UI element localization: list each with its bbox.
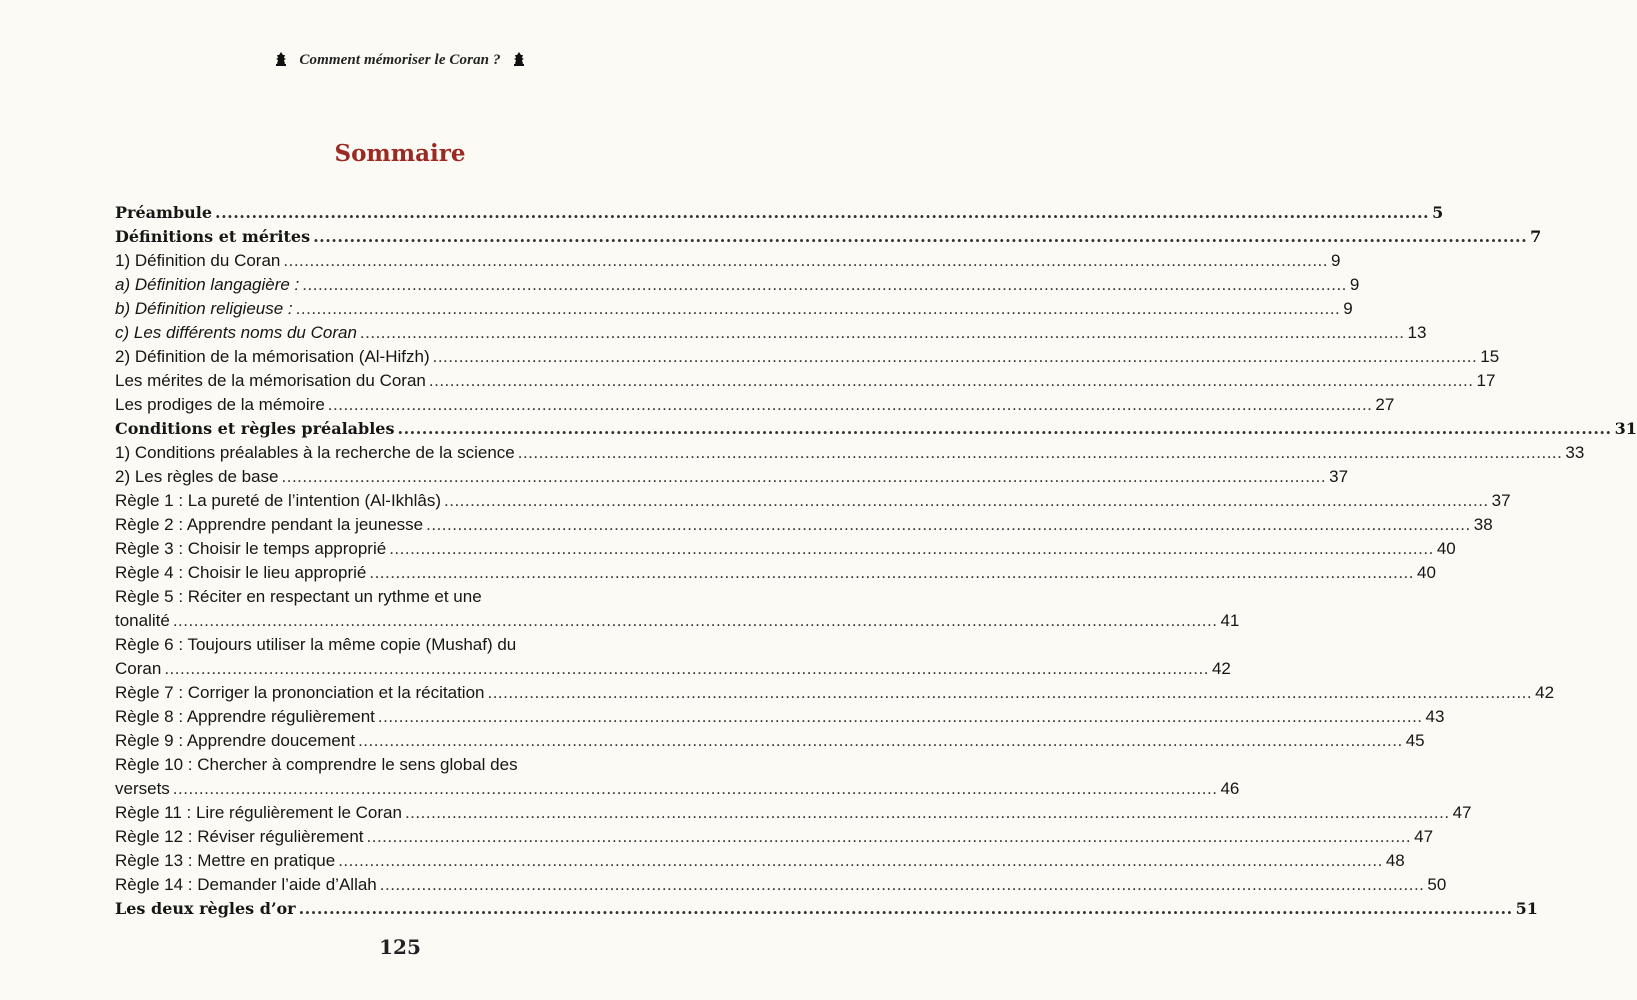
toc-entry <box>115 369 1496 393</box>
toc-entry <box>115 849 1405 873</box>
toc-entry-label: Règle 13 : Mettre en pratique <box>115 851 336 870</box>
dot-leader: ........................................................................................................................................................................................................ <box>172 779 1218 798</box>
toc-entry-label: Les deux règles d’or <box>115 899 296 918</box>
toc-entry-label: Règle 7 : Corriger la prononciation et la récitation <box>115 683 485 702</box>
dot-leader: ........................................................................................................................................................................................................ <box>389 539 1434 558</box>
toc-entry <box>115 393 1395 417</box>
toc-entry-label: Les prodiges de la mémoire <box>115 395 325 414</box>
toc-entry-label: Règle 8 : Apprendre régulièrement <box>115 707 375 726</box>
toc-entry <box>115 729 1425 753</box>
dot-leader: ........................................................................................................................................................................................................ <box>366 827 1412 846</box>
toc-entry-label: Règle 1 : La pureté de l’intention (Al-Ikhlâs) <box>115 491 442 510</box>
dot-leader: ........................................................................................................................................................................................................ <box>164 659 1209 678</box>
dot-leader: ........................................................................................................................................................................................................ <box>338 851 1383 870</box>
toc-page-number: 9 <box>1349 275 1360 294</box>
dot-leader: ........................................................................................................................................................................................................ <box>379 875 1425 894</box>
ornament-icon <box>275 52 287 71</box>
toc-entry <box>115 201 1444 225</box>
toc-entry <box>115 585 1240 633</box>
dot-leader: ........................................................................................................................................................................................................ <box>426 515 1471 534</box>
dot-leader: ........................................................................................................................................................................................................ <box>359 323 1405 342</box>
toc-entry <box>115 681 1555 705</box>
toc-page-number: 15 <box>1480 347 1500 366</box>
toc-entry-label: a) Définition langagière : <box>115 275 300 294</box>
toc-entry-label: Règle 12 : Réviser régulièrement <box>115 827 364 846</box>
dot-leader: ........................................................................................................................................................................................................ <box>428 371 1474 390</box>
toc-entry-label-continued: versets <box>115 779 170 798</box>
dot-leader: ........................................................................................................................................................................................................ <box>281 467 1327 486</box>
toc-page-number: 13 <box>1407 323 1427 342</box>
toc-entry <box>115 297 1353 321</box>
ornament-icon <box>513 52 525 71</box>
toc-page-number: 48 <box>1385 851 1405 870</box>
toc-entry-label: Règle 11 : Lire régulièrement le Coran <box>115 803 402 822</box>
dot-leader: ........................................................................................................................................................................................................ <box>283 251 1329 270</box>
toc-entry <box>115 537 1456 561</box>
toc-entry-label: Règle 3 : Choisir le temps approprié <box>115 539 387 558</box>
toc-page-number: 38 <box>1473 515 1493 534</box>
toc-entry <box>115 513 1493 537</box>
dot-leader: ........................................................................................................................................................................................................ <box>432 347 1478 366</box>
toc-page-number: 7 <box>1530 227 1542 246</box>
toc-entry-label: Définitions et mérites <box>115 227 311 246</box>
toc-entry-label: Règle 2 : Apprendre pendant la jeunesse <box>115 515 424 534</box>
dot-leader: ........................................................................................................................................................................................................ <box>313 227 1528 246</box>
toc-entry-label-continued: tonalité <box>115 611 170 630</box>
toc-entry <box>115 321 1427 345</box>
toc-page-number: 27 <box>1375 395 1395 414</box>
dot-leader: ........................................................................................................................................................................................................ <box>295 299 1341 318</box>
toc-entry <box>115 633 1231 681</box>
toc-page-number: 17 <box>1476 371 1496 390</box>
toc-entry-label: 1) Définition du Coran <box>115 251 281 270</box>
toc-entry-label: Préambule <box>115 203 213 222</box>
toc-page-number: 50 <box>1427 875 1447 894</box>
toc-entry <box>115 825 1434 849</box>
toc-page-number: 31 <box>1614 419 1637 438</box>
toc-entry-label: Règle 4 : Choisir le lieu approprié <box>115 563 367 582</box>
toc-page-number: 47 <box>1452 803 1472 822</box>
toc-entry <box>115 345 1500 369</box>
toc-entry-label: Conditions et règles préalables <box>115 419 395 438</box>
dot-leader: ........................................................................................................................................................................................................ <box>172 611 1218 630</box>
toc-entry-label: 2) Les règles de base <box>115 467 279 486</box>
running-header <box>0 52 800 71</box>
dot-leader: ........................................................................................................................................................................................................ <box>517 443 1563 462</box>
toc-entry <box>115 225 1542 249</box>
toc-entry-label: 1) Conditions préalables à la recherche de la science <box>115 443 515 462</box>
toc-entry-label: Règle 14 : Demander l’aide d’Allah <box>115 875 377 894</box>
toc-page-number: 37 <box>1491 491 1511 510</box>
toc-entry-label: Règle 9 : Apprendre doucement <box>115 731 356 750</box>
toc-entry-label: 2) Définition de la mémorisation (Al-Hifzh) <box>115 347 430 366</box>
toc-entry <box>115 561 1436 585</box>
toc-page-number: 43 <box>1425 707 1445 726</box>
toc-entry <box>115 417 1637 441</box>
dot-leader: ........................................................................................................................................................................................................ <box>369 563 1414 582</box>
dot-leader: ........................................................................................................................................................................................................ <box>377 707 1423 726</box>
dot-leader: ........................................................................................................................................................................................................ <box>444 491 1489 510</box>
toc-entry-label: Règle 5 : Réciter en respectant un rythme et une <box>115 587 482 606</box>
toc-page-number: 42 <box>1211 659 1231 678</box>
toc-entry <box>115 801 1472 825</box>
toc-page-number: 33 <box>1565 443 1585 462</box>
dot-leader: ........................................................................................................................................................................................................ <box>404 803 1450 822</box>
dot-leader: ........................................................................................................................................................................................................ <box>358 731 1403 750</box>
toc-page-number: 9 <box>1343 299 1353 318</box>
toc-entry <box>115 465 1349 489</box>
toc-page-number: 47 <box>1414 827 1434 846</box>
toc-page-number: 51 <box>1515 899 1538 918</box>
toc-entry <box>115 753 1240 801</box>
dot-leader: ........................................................................................................................................................................................................ <box>487 683 1533 702</box>
toc-entry <box>115 441 1585 465</box>
page-title: Sommaire <box>334 140 466 167</box>
page-number: 125 <box>379 935 421 959</box>
toc-entry-label-continued: Coran <box>115 659 162 678</box>
toc-page-number: 9 <box>1331 251 1341 270</box>
toc-entry-label: Règle 10 : Chercher à comprendre le sens global des <box>115 755 518 774</box>
toc-page-number: 40 <box>1417 563 1436 582</box>
toc-page-number: 45 <box>1405 731 1425 750</box>
toc-entry <box>115 897 1538 921</box>
toc-entry-label: Règle 6 : Toujours utiliser la même copie (Mushaf) du <box>115 635 517 654</box>
toc-entry <box>115 873 1447 897</box>
dot-leader: ........................................................................................................................................................................................................ <box>298 899 1513 918</box>
toc-page-number: 37 <box>1329 467 1349 486</box>
toc-entry <box>115 705 1445 729</box>
toc-entry-label: Les mérites de la mémorisation du Coran <box>115 371 426 390</box>
dot-leader: ........................................................................................................................................................................................................ <box>327 395 1373 414</box>
dot-leader: ........................................................................................................................................................................................................ <box>215 203 1430 222</box>
toc-entry <box>115 489 1511 513</box>
toc-page-number: 41 <box>1220 611 1240 630</box>
table-of-contents <box>115 201 1637 921</box>
toc-entry <box>115 273 1360 297</box>
toc-page-number: 5 <box>1432 203 1444 222</box>
toc-entry <box>115 249 1341 273</box>
toc-entry-label: c) Les différents noms du Coran <box>115 323 357 342</box>
toc-entry-label: b) Définition religieuse : <box>115 299 293 318</box>
toc-page-number: 46 <box>1220 779 1240 798</box>
dot-leader: ........................................................................................................................................................................................................ <box>397 419 1612 438</box>
toc-page-number: 40 <box>1436 539 1456 558</box>
header-title: Comment mémoriser le Coran ? <box>299 52 501 68</box>
dot-leader: ........................................................................................................................................................................................................ <box>302 275 1347 294</box>
toc-page-number: 42 <box>1535 683 1555 702</box>
